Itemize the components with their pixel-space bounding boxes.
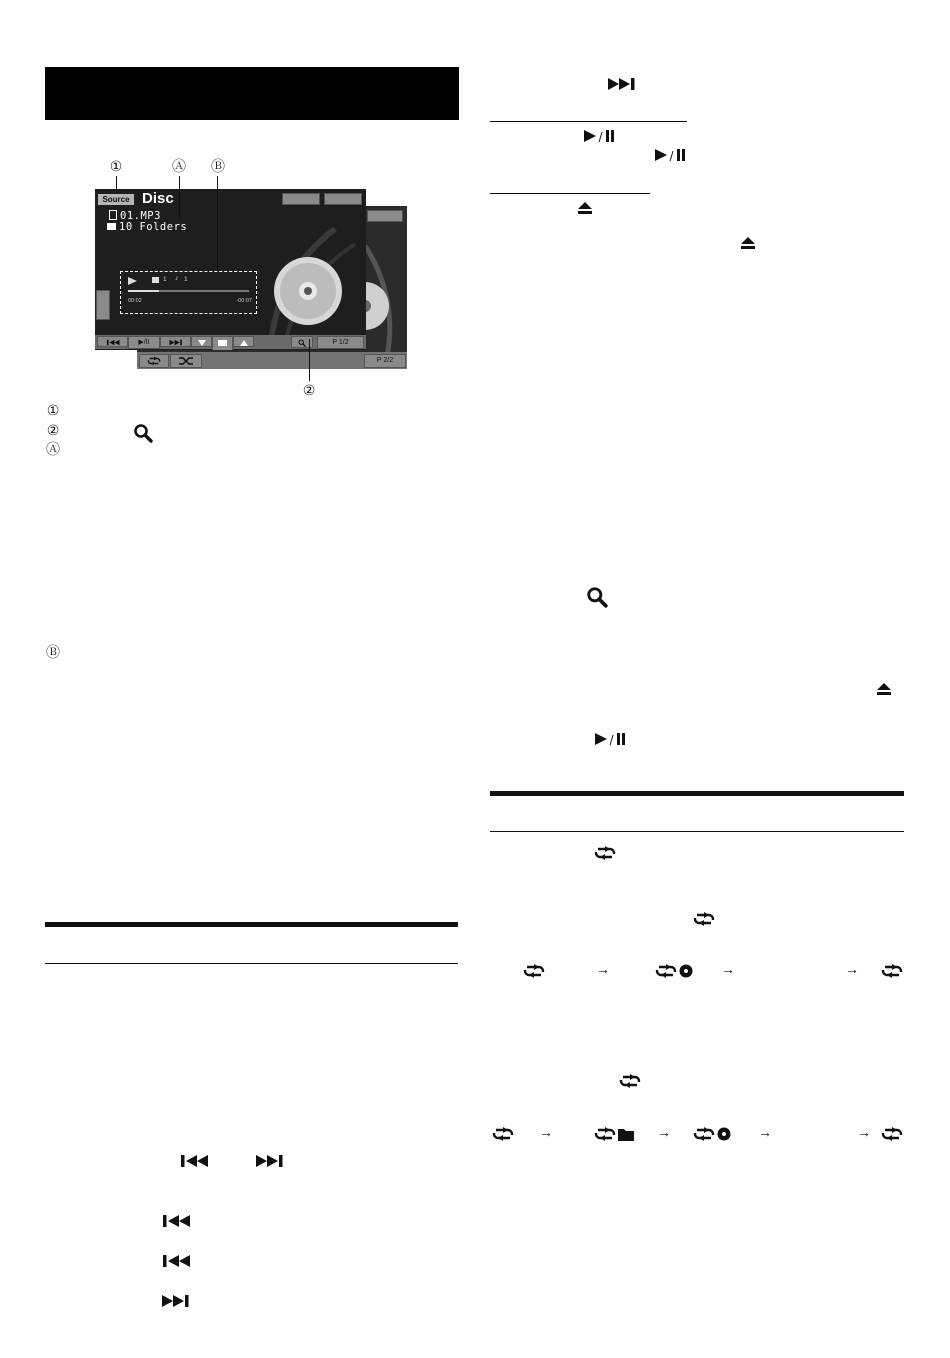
arrow-seq2-3: → (758, 1124, 772, 1140)
file-name: 01.MP3 (120, 210, 161, 222)
playback-info-area (120, 271, 257, 314)
legend-a: Ⓐ (46, 442, 60, 458)
section-rule-thin-right (490, 831, 904, 832)
next-button[interactable] (160, 336, 191, 347)
repeat-icon-2 (692, 911, 716, 927)
progress-bar[interactable] (128, 290, 249, 292)
progress-fill (128, 290, 159, 292)
arrow-seq2-4: → (857, 1124, 871, 1140)
play-pause-icon-2 (653, 148, 687, 162)
track-number: 1 (184, 276, 188, 283)
repeat-icon-seq2-c (692, 1126, 716, 1142)
play-pause-icon-3 (593, 732, 627, 746)
disc-icon-2 (717, 1127, 731, 1141)
callout-a: Ⓐ (172, 159, 186, 175)
repeat-button[interactable] (139, 354, 169, 368)
folder-icon (618, 1127, 634, 1141)
leader-1 (116, 176, 117, 194)
folder-count: 10 Folders (119, 221, 188, 233)
callout-2: ② (302, 383, 316, 399)
play-status-icon (128, 277, 137, 285)
repeat-icon (593, 845, 617, 861)
callout-b: Ⓑ (211, 159, 225, 175)
folder-small-icon (152, 277, 159, 283)
repeat-icon-seq1-c (880, 963, 904, 979)
screen-page-1 (95, 189, 366, 350)
music-link-button[interactable] (282, 193, 320, 205)
back-wrench-button[interactable] (367, 210, 403, 222)
arrow-seq1-3: → (845, 961, 859, 977)
eject-icon-3 (877, 683, 891, 695)
leader-a (179, 176, 180, 218)
section-rule-thick-right (490, 791, 904, 796)
section-header-band (45, 67, 459, 120)
folder-up-button[interactable] (233, 336, 254, 347)
callout-1: ① (109, 159, 123, 175)
leader-2 (309, 339, 310, 381)
screen-page-2-bar (137, 352, 407, 369)
disc-icon (679, 964, 693, 978)
arrow-seq2-2: → (657, 1124, 671, 1140)
eject-icon-2 (741, 237, 755, 249)
screen-toolbar (95, 335, 366, 349)
next-track-icon (254, 1154, 286, 1168)
folder-down-button[interactable] (191, 336, 212, 347)
folder-button[interactable] (212, 336, 233, 350)
repeat-icon-3 (618, 1073, 642, 1089)
repeat-icon-seq1-b (654, 963, 678, 979)
subsection-rule-2 (490, 193, 650, 194)
screen-title: Disc (142, 190, 174, 207)
volume-button[interactable] (96, 290, 110, 320)
folder-number: 1 (163, 276, 167, 283)
next-track-icon-3 (607, 77, 637, 91)
elapsed-time: 00:02 (128, 298, 142, 304)
arrow-seq1-2: → (721, 961, 735, 977)
subsection-rule-1 (490, 121, 687, 122)
leader-b (217, 176, 218, 271)
play-pause-icon (582, 129, 616, 143)
page-indicator-2[interactable] (364, 354, 406, 368)
arrow-seq2-1: → (539, 1124, 553, 1140)
section-rule-thin-left (45, 963, 458, 964)
legend-b: Ⓑ (46, 645, 60, 661)
section-rule-thick-left (45, 922, 458, 927)
play-pause-text: ▶/II (138, 339, 150, 346)
search-icon (133, 423, 153, 443)
previous-track-icon (178, 1154, 210, 1168)
note-icon: ♪ (175, 275, 179, 282)
folder-row (107, 221, 187, 233)
prev-button[interactable] (97, 336, 128, 347)
eject-icon (578, 202, 592, 214)
source-button[interactable]: Source (98, 194, 134, 205)
repeat-icon-seq2-d (880, 1126, 904, 1142)
file-icon (109, 210, 117, 220)
shuffle-button[interactable] (170, 354, 202, 368)
folder-icon (107, 223, 116, 230)
arrow-seq1-1: → (596, 961, 610, 977)
legend-1: ① (46, 403, 60, 419)
page-1-label: P 1/2 (332, 339, 349, 346)
repeat-icon-seq1-a (522, 963, 546, 979)
repeat-icon-seq2-a (491, 1126, 515, 1142)
play-pause-button[interactable] (128, 336, 160, 349)
next-track-icon-2 (161, 1294, 191, 1308)
search-icon-2 (586, 586, 608, 608)
page-indicator-1[interactable] (317, 336, 364, 349)
repeat-icon-seq2-b (593, 1126, 617, 1142)
remaining-time: -00:07 (236, 298, 252, 304)
previous-track-icon-3 (161, 1254, 191, 1268)
legend-2: ② (46, 423, 60, 439)
page-2-label: P 2/2 (376, 357, 394, 364)
previous-track-icon-2 (161, 1214, 191, 1228)
setup-button[interactable] (324, 193, 362, 205)
